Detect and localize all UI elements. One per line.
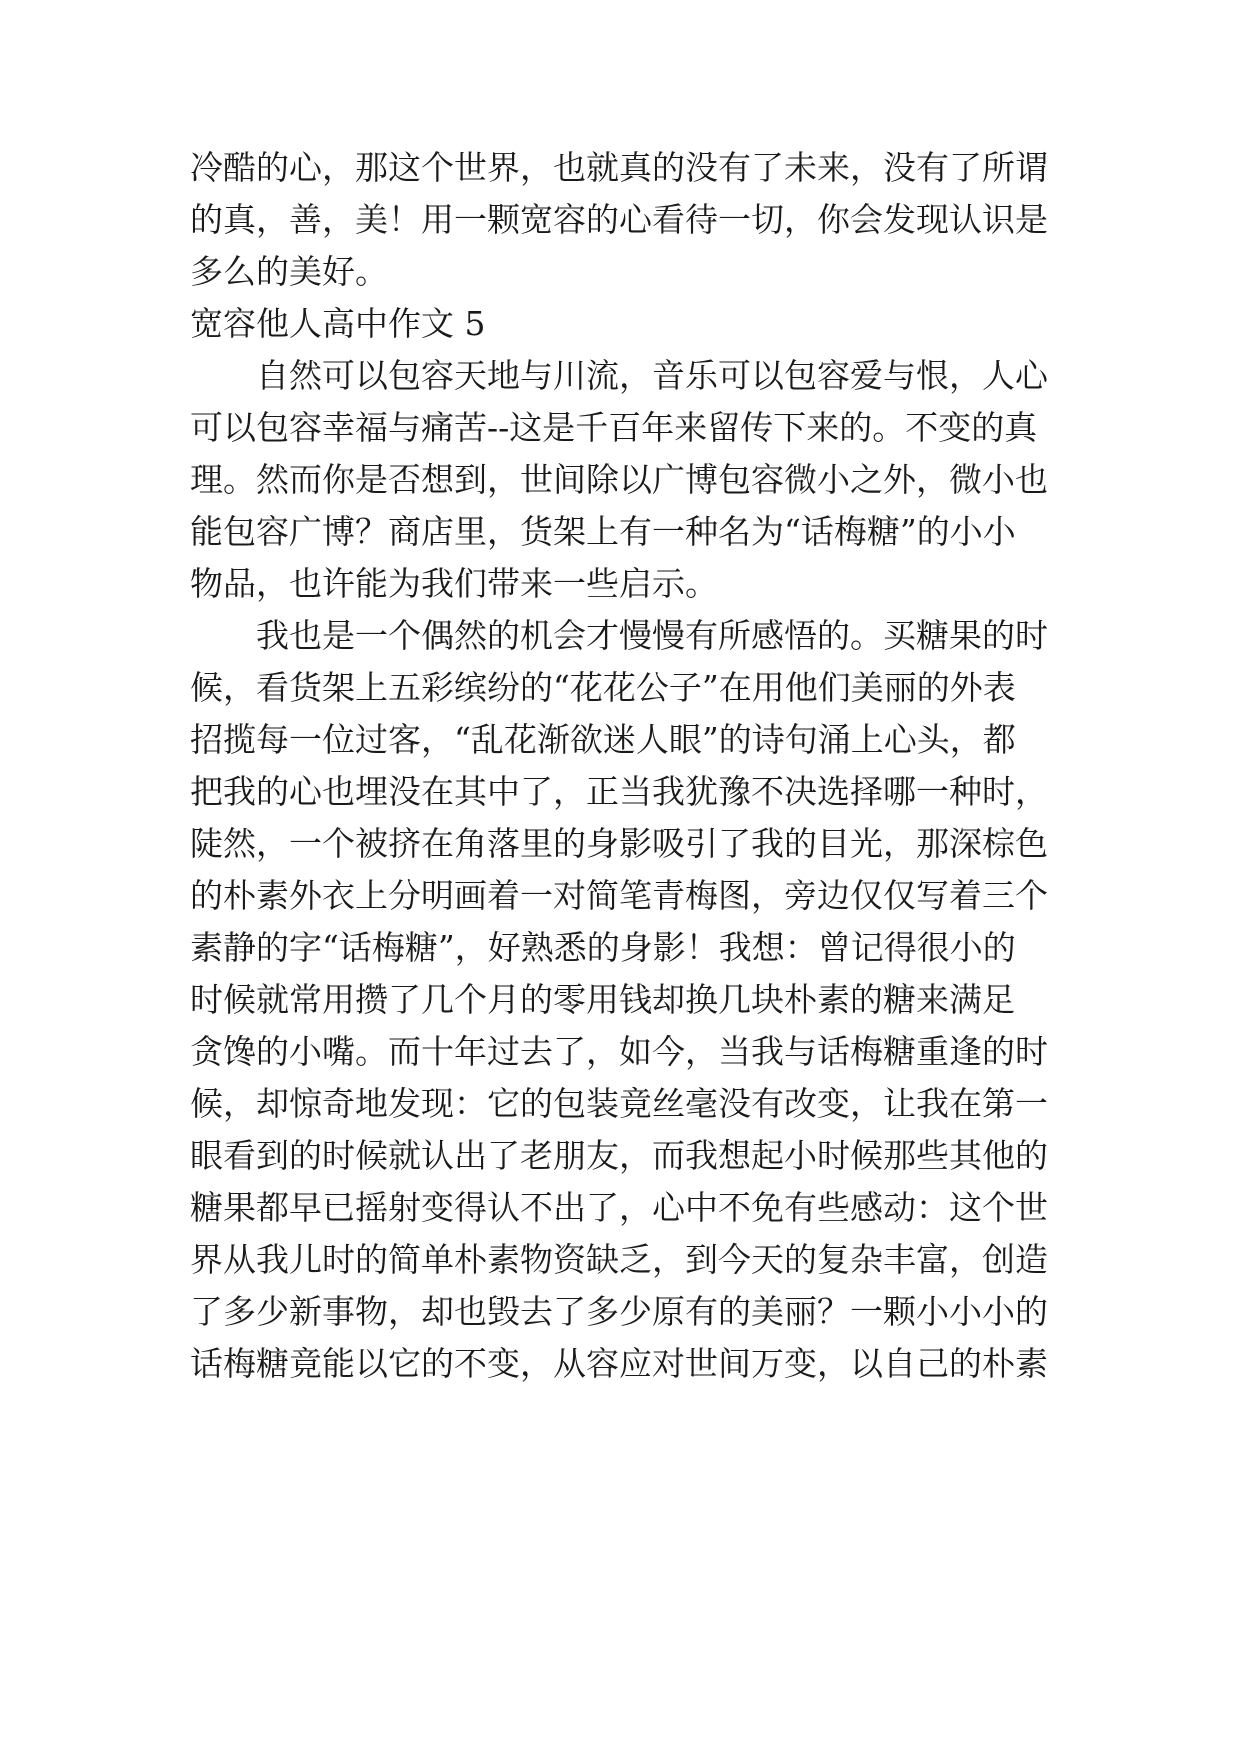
text-line: 招揽每一位过客，“乱花渐欲迷人眼”的诗句涌上心头，都	[190, 720, 1016, 759]
text-line: 了多少新事物，却也毁去了多少原有的美丽？一颗小小小的	[190, 1292, 1048, 1331]
text-line: 可以包容幸福与痛苦--这是千百年来留传下来的。不变的真	[190, 408, 1038, 447]
text-line: 的真，善，美！用一颗宽容的心看待一切，你会发现认识是	[190, 200, 1048, 239]
text-line: 糖果都早已摇射变得认不出了，心中不免有些感动：这个世	[190, 1188, 1048, 1227]
text-line: 界从我儿时的简单朴素物资缺乏，到今天的复杂丰富，创造	[190, 1240, 1048, 1279]
text-line: 理。然而你是否想到，世间除以广博包容微小之外，微小也	[190, 460, 1048, 499]
text-line: 话梅糖竟能以它的不变，从容应对世间万变，以自己的朴素	[190, 1344, 1048, 1383]
text-line: 的朴素外衣上分明画着一对简笔青梅图，旁边仅仅写着三个	[190, 876, 1048, 915]
text-line: 素静的字“话梅糖”，好熟悉的身影！我想：曾记得很小的	[190, 928, 1016, 967]
text-line: 眼看到的时候就认出了老朋友，而我想起小时候那些其他的	[190, 1136, 1048, 1175]
text-line: 自然可以包容天地与川流，音乐可以包容爱与恨，人心	[256, 356, 1048, 395]
text-line: 能包容广博？商店里，货架上有一种名为“话梅糖”的小小	[190, 512, 1016, 551]
text-line: 把我的心也埋没在其中了，正当我犹豫不决选择哪一种时，	[190, 772, 1048, 811]
text-line: 时候就常用攒了几个月的零用钱却换几块朴素的糖来满足	[190, 980, 1015, 1019]
text-line: 候，看货架上五彩缤纷的“花花公子”在用他们美丽的外表	[190, 668, 1016, 707]
text-line: 冷酷的心，那这个世界，也就真的没有了未来，没有了所谓	[190, 148, 1048, 187]
text-line: 陡然，一个被挤在角落里的身影吸引了我的目光，那深棕色	[190, 824, 1048, 863]
text-line: 我也是一个偶然的机会才慢慢有所感悟的。买糖果的时	[256, 616, 1048, 655]
section-heading: 宽容他人高中作文 5	[190, 304, 486, 343]
text-line: 贪馋的小嘴。而十年过去了，如今，当我与话梅糖重逢的时	[190, 1032, 1048, 1071]
text-line: 候，却惊奇地发现：它的包装竟丝毫没有改变，让我在第一	[190, 1084, 1048, 1123]
text-line: 物品，也许能为我们带来一些启示。	[190, 564, 718, 603]
text-line: 多么的美好。	[190, 252, 388, 291]
